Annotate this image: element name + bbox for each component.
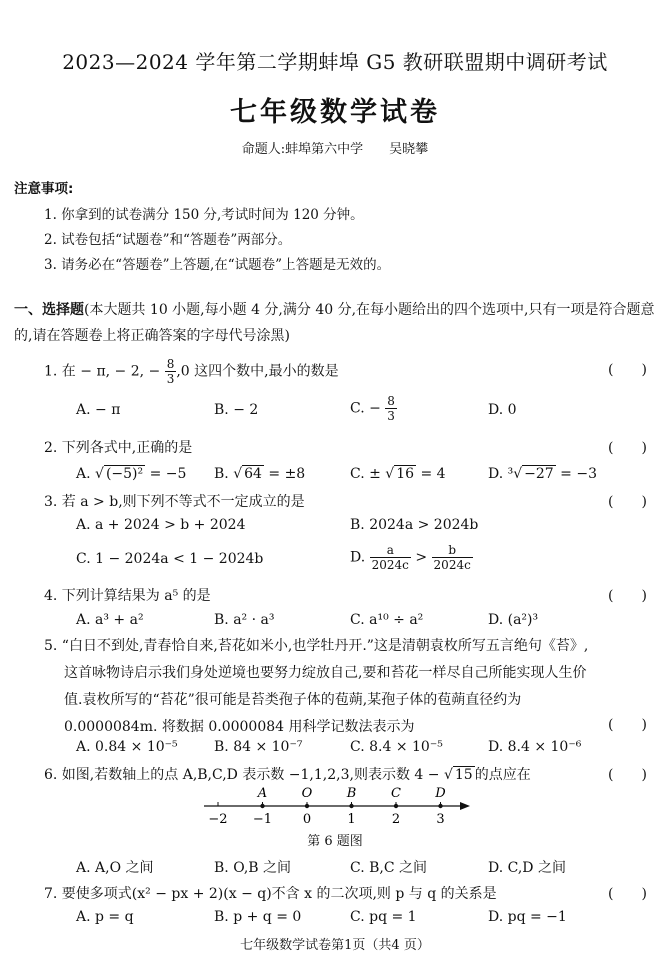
q2-a-label: A. √ [76,466,104,482]
author-line: 命题人:蚌埠第六中学 吴晓攀 [241,142,429,157]
q2-answer-paren: ( ) [608,440,647,456]
number-line-point-label: D [435,786,446,801]
number-line-figure [200,784,475,832]
q6-radicand: 15 [454,767,473,783]
q4-option-c: C. a¹⁰ ÷ a² [350,612,424,628]
q6-stem-post: 的点应在 [474,767,531,783]
question-6 [44,764,531,784]
number-line-tick-label: 1 [347,812,356,827]
number-line-tick-label: −1 [252,812,273,827]
section-heading [14,297,664,349]
q3-d-label: D. [350,549,366,566]
q2-c-radicand: 16 [396,466,415,482]
q2-d-radicand: −27 [524,466,554,482]
number-line-point-label: C [391,786,401,801]
q3-option-a: A. a + 2024 > b + 2024 [76,517,246,533]
q2-option-a [76,466,186,482]
q2-option-b [214,466,305,482]
number-line-point-label: A [257,786,268,801]
q1-c-frac-den: 3 [387,409,395,423]
q2-c-result: = 4 [416,466,446,482]
q3-d-num1: a [370,543,411,558]
q3-d-num2: b [432,543,473,558]
q7-option-d: D. pq = −1 [488,909,567,925]
q2-option-c [350,466,446,482]
q2-c-label: C. ± √ [350,466,395,482]
q1-stem-post: ,0 这四个数中,最小的数是 [176,363,339,380]
number-line-point [349,804,353,808]
q1-option-c-fraction [385,394,397,423]
q1-fraction [165,357,177,386]
q1-option-c [350,394,397,423]
q5-option-d: D. 8.4 × 10⁻⁶ [488,739,582,755]
number-line-tick-label: −2 [208,812,228,827]
q1-option-d: D. 0 [488,402,517,418]
q1-c-frac-num: 8 [387,394,395,408]
number-line-point-label: O [301,786,313,801]
q6-figure-caption: 第 6 题图 [307,834,363,849]
q1-option-a: A. − π [76,402,121,418]
q7-option-c: C. pq = 1 [350,909,417,925]
q2-b-result: = ±8 [263,466,306,482]
q3-d-den1: 2024c [371,558,409,572]
q7-option-b: B. p + q = 0 [214,909,302,925]
number-line-point [394,804,398,808]
q5-line-3: 值.袁枚所写的“苔花”很可能是苔类孢子体的苞蒴,某孢子体的苞蒴直径约为 [64,692,522,708]
q5-line-1: 5. “白日不到处,青春恰自来,苔花如米小,也学牡丹开.”这是清朝袁枚所写五言绝句《苔》, [44,638,589,654]
q5-answer-paren: ( ) [608,717,647,733]
q5-option-c: C. 8.4 × 10⁻⁵ [350,739,443,755]
q3-option-c: C. 1 − 2024a < 1 − 2024b [76,551,264,567]
q4-option-d: D. (a²)³ [488,612,539,628]
q4-option-a: A. a³ + a² [76,612,144,628]
question-4: 4. 下列计算结果为 a⁵ 的是 [44,588,211,604]
notice-heading: 注意事项: [14,181,74,197]
notice-item-1: 1. 你拿到的试卷满分 150 分,考试时间为 120 分钟。 [44,207,364,223]
q5-line-4: 0.0000084m. 将数据 0.0000084 用科学记数法表示为 [64,719,415,735]
q2-option-d [488,466,597,482]
q3-option-b: B. 2024a > 2024b [350,517,479,533]
q5-option-b: B. 84 × 10⁻⁷ [214,739,303,755]
question-1 [44,357,339,386]
paper-subtitle: 七年级数学试卷 [230,97,440,128]
page-footer: 七年级数学试卷第1页（共4 页） [240,938,430,953]
number-line-tick-label: 0 [302,812,312,827]
q3-d-fraction-1 [370,543,411,572]
question-3: 3. 若 a > b,则下列不等式不一定成立的是 [44,494,305,510]
q4-option-b: B. a² · a³ [214,612,275,628]
q3-d-gt: > [415,549,428,566]
q2-a-radicand: (−5)² [105,466,144,482]
q1-option-b: B. − 2 [214,402,259,418]
section-description: (本大题共 10 小题,每小题 4 分,满分 40 分,在每小题给出的四个选项中,只有一项是符合题意的,请在答题卷上将正确答案的字母代号涂黑) [14,302,655,344]
q2-a-result: = −5 [145,466,187,482]
q5-option-a: A. 0.84 × 10⁻⁵ [76,739,178,755]
notice-item-2: 2. 试卷包括“试题卷”和“答题卷”两部分。 [44,232,292,248]
q1-stem-pre: 1. 在 − π, − 2, − [44,363,161,380]
number-line-point [305,804,309,808]
section-title: 一、选择题 [14,302,84,318]
q1-option-c-label: C. − [350,400,381,417]
number-line-tick-label: 3 [436,812,445,827]
q2-d-label: D. ³√ [488,466,523,482]
q2-b-label: B. √ [214,466,243,482]
q2-b-radicand: 64 [244,466,262,482]
q7-option-a: A. p = q [76,909,134,925]
question-7: 7. 要使多项式(x² − px + 2)(x − q)不含 x 的二次项,则 p 与 q 的关系是 [44,886,497,902]
question-5 [44,633,656,741]
q1-answer-paren: ( ) [608,362,647,378]
q6-option-d: D. C,D 之间 [488,860,566,876]
q1-frac-num: 8 [166,357,175,371]
number-line-tick-label: 2 [391,812,401,827]
q6-option-b: B. O,B 之间 [214,860,292,876]
number-line-point-label: B [346,786,357,801]
q3-option-d [350,543,473,572]
q3-d-fraction-2 [432,543,473,572]
number-line-point [260,804,264,808]
exam-title: 2023—2024 学年第二学期蚌埠 G5 教研联盟期中调研考试 [62,50,608,74]
question-2: 2. 下列各式中,正确的是 [44,440,193,456]
q3-d-den2: 2024c [433,558,471,572]
q7-answer-paren: ( ) [608,886,647,902]
q1-frac-den: 3 [166,372,175,386]
q5-line-2: 这首咏物诗启示我们身处逆境也要努力绽放自己,要和苔花一样尽自己所能实现人生价 [64,665,587,681]
q6-option-a: A. A,O 之间 [76,860,154,876]
q6-stem-pre: 6. 如图,若数轴上的点 A,B,C,D 表示数 −1,1,2,3,则表示数 4 − √ [44,767,453,783]
number-line-point [438,804,442,808]
notice-item-3: 3. 请务必在“答题卷”上答题,在“试题卷”上答题是无效的。 [44,257,391,273]
q6-option-c: C. B,C 之间 [350,860,428,876]
q2-d-result: = −3 [555,466,597,482]
q4-answer-paren: ( ) [608,588,647,604]
number-line-arrow [460,802,470,810]
q6-answer-paren: ( ) [608,767,647,783]
q3-answer-paren: ( ) [608,494,647,510]
